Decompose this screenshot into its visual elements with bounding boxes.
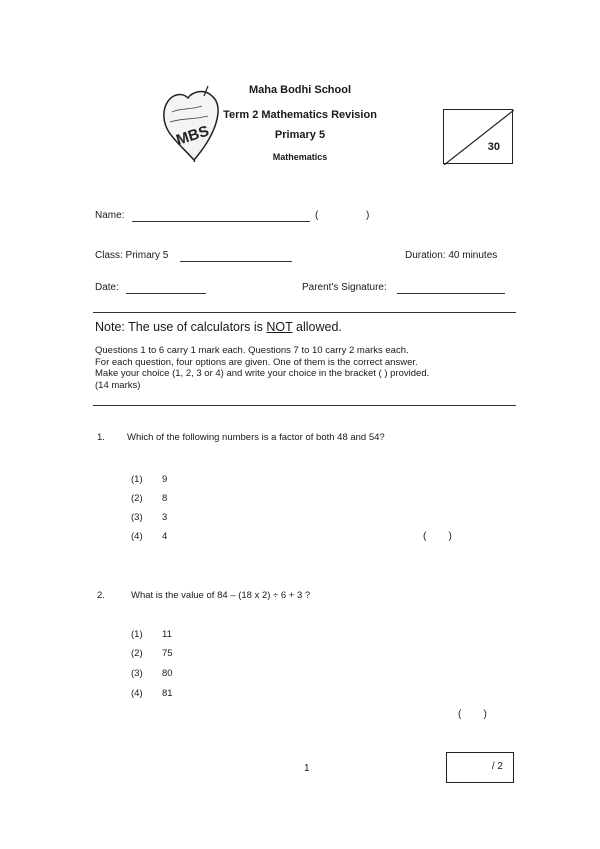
- note-emphasis: NOT: [266, 320, 293, 334]
- level: Primary 5: [274, 129, 326, 141]
- q2-option-value: 80: [162, 668, 173, 679]
- instruction-line: For each question, four options are given. One of them is the correct answer.: [95, 356, 418, 368]
- page-marks-box: [446, 752, 514, 783]
- question-1-number: 1.: [97, 432, 105, 443]
- divider-bottom: [93, 405, 516, 406]
- q2-option-label: (3): [131, 668, 143, 679]
- divider-top: [93, 312, 516, 313]
- name-paren-close: ): [366, 210, 370, 221]
- date-field[interactable]: [126, 293, 206, 294]
- q1-option-label: (3): [131, 512, 143, 523]
- signature-label: Parent's Signature:: [302, 282, 387, 293]
- q1-option-label: (2): [131, 493, 143, 504]
- instruction-line: (14 marks): [95, 379, 141, 391]
- score-total: 30: [487, 141, 500, 153]
- instruction-line: Make your choice (1, 2, 3 or 4) and write your choice in the bracket ( ) provided.: [95, 368, 430, 379]
- question-2-text: What is the value of 84 – (18 x 2) ÷ 6 + 3 ?: [131, 590, 311, 601]
- exam-title: Term 2 Mathematics Revision: [223, 109, 377, 121]
- q2-option-value: 11: [162, 629, 172, 640]
- q2-option-label: (4): [131, 688, 143, 699]
- date-label: Date:: [95, 282, 119, 293]
- class-label: Class: Primary 5: [95, 250, 169, 261]
- question-1-text: Which of the following numbers is a factor of both 48 and 54?: [127, 432, 385, 443]
- q1-option-label: (4): [131, 531, 143, 542]
- question-2-number: 2.: [97, 590, 105, 601]
- q1-answer-bracket[interactable]: ( ): [423, 531, 452, 542]
- q2-answer-bracket[interactable]: ( ): [458, 709, 487, 720]
- q1-option-value: 8: [162, 493, 168, 504]
- subject: Mathematics: [272, 152, 328, 162]
- name-label: Name:: [95, 210, 125, 221]
- q1-option-value: 3: [162, 512, 168, 523]
- school-name: Maha Bodhi School: [248, 84, 352, 96]
- duration: Duration: 40 minutes: [405, 250, 498, 261]
- calculator-note: Note: The use of calculators is NOT allowed.: [95, 320, 342, 334]
- name-paren-open: (: [315, 210, 319, 221]
- logo-lettering: MBS: [174, 122, 212, 149]
- score-box: [443, 109, 513, 164]
- q1-option-value: 4: [162, 531, 168, 542]
- name-field[interactable]: [132, 221, 310, 222]
- q2-option-value: 81: [162, 688, 173, 699]
- q1-option-label: (1): [131, 474, 143, 485]
- instruction-line: Questions 1 to 6 carry 1 mark each. Questions 7 to 10 carry 2 marks each.: [95, 345, 409, 356]
- q1-option-value: 9: [162, 474, 168, 485]
- q2-option-value: 75: [162, 648, 173, 659]
- q2-option-label: (2): [131, 648, 143, 659]
- page-number: 1: [304, 763, 310, 774]
- q2-option-label: (1): [131, 629, 143, 640]
- class-field[interactable]: [180, 261, 292, 262]
- page-marks: / 2: [491, 761, 503, 772]
- signature-field[interactable]: [397, 293, 505, 294]
- instructions: [95, 345, 520, 391]
